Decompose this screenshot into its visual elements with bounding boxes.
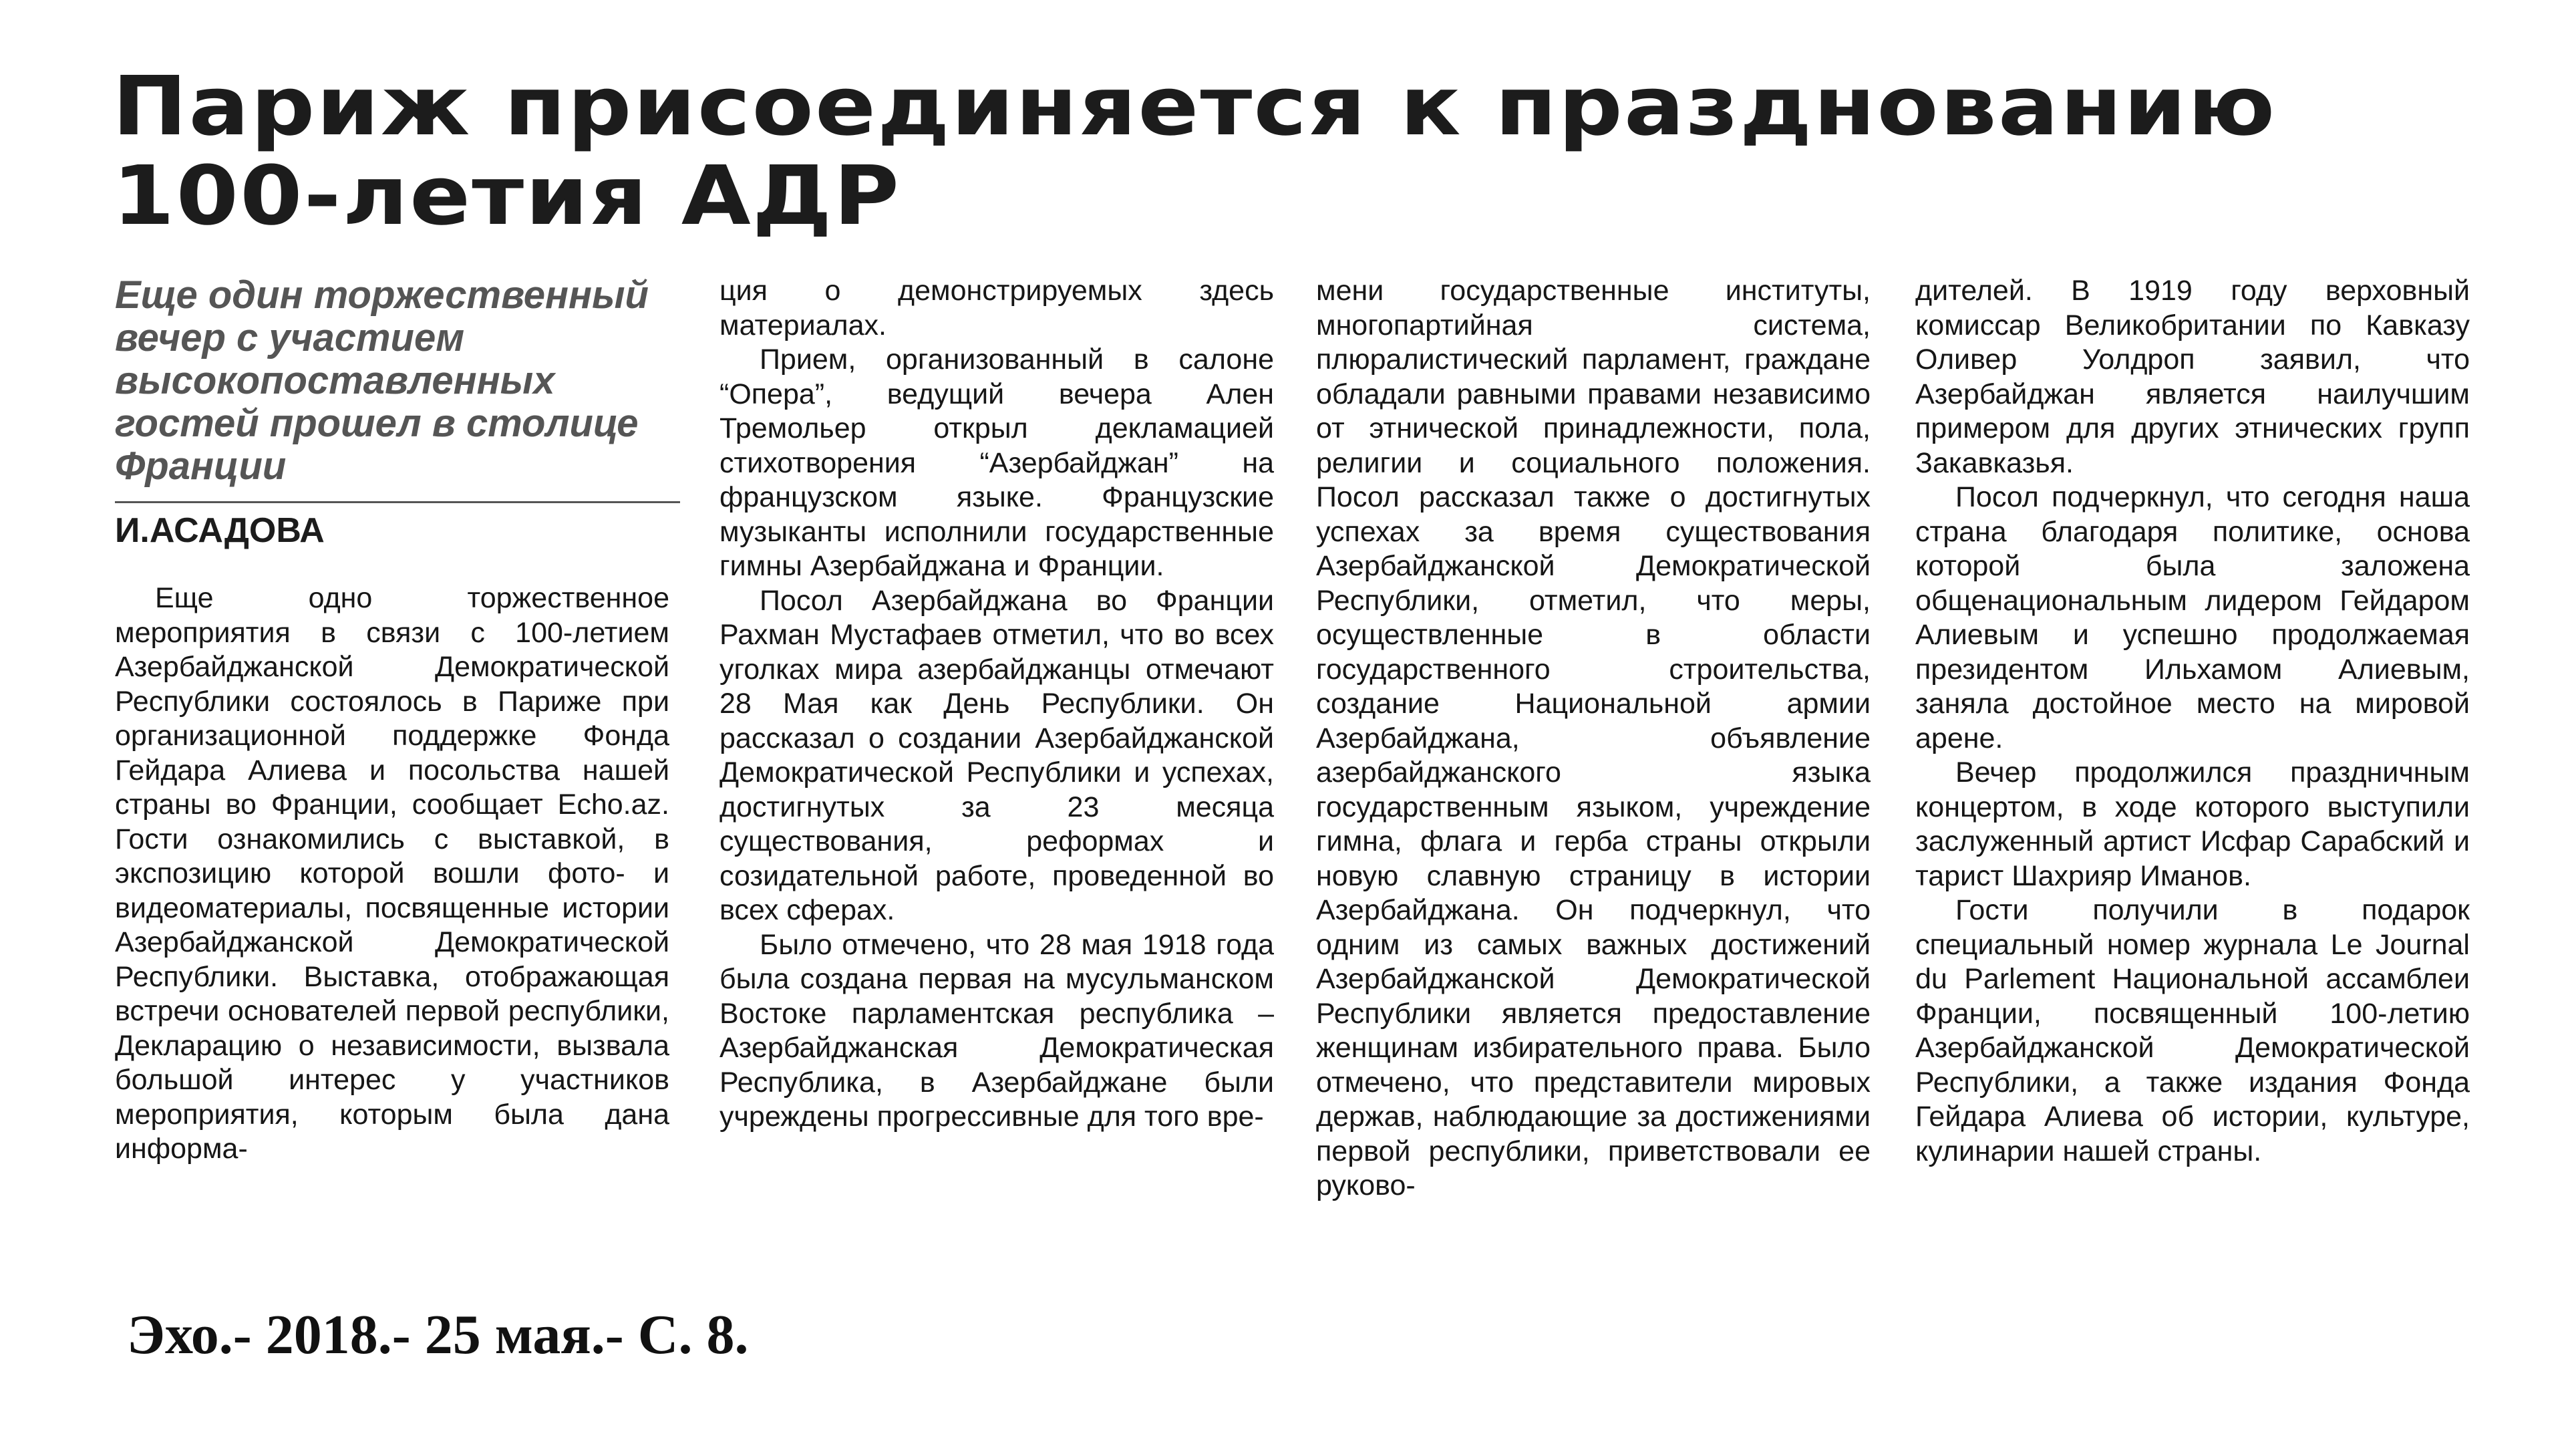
- headline-line-2: 100-летия АДР: [112, 148, 901, 243]
- headline-line-1: Париж присоединяется к празднованию: [112, 59, 2277, 154]
- headline: [112, 61, 2576, 241]
- text-column-3: [1316, 274, 1871, 1203]
- paragraph: мени государственные институты, многопартийная система, плюралистический парламент, граждане обладали равными правами независимо от этнической принадлежности, пола, религии и социального положения. Посол рассказал также о достигнутых успехах за время существования Азербайджанской Демократической Республики, отметил, что меры, осуществленные в области государственного строительства, создание Национальной армии Азербайджана, объявление азербайджанского языка государственным языком, учреждение гимна, флага и герба страны открыли новую славную страницу в истории Азербайджана. Он подчеркнул, что одним из самых важных достижений Азербайджанской Демократической Республики является предоставление женщинам избирательного права. Было отмечено, что представители мировых держав, наблюдающие за достижениями первой республики, приветствовали ее руково-: [1316, 275, 1871, 1201]
- paragraph: Посол Азербайджана во Франции Рахман Мустафаев отметил, что во всех уголках мира азербайджанцы отмечают 28 Мая как День Республики. Он рассказал о создании Азербайджанской Демократической Республики и успехах, достигнутых за 23 месяца существования, реформах и созидательной работе, проведенной во всех сферах.: [719, 584, 1274, 926]
- source-citation: Эхо.- 2018.- 25 мая.- С. 8.: [127, 1304, 749, 1366]
- paragraph: Гости получили в подарок специальный номер журнала Le Journal du Parlement Национальной ассамблеи Франции, посвященный 100-летию Азербайджанской Демократической Республики, а также издания Фонда Гейдара Алиева об истории, культуре, кулинарии нашей страны.: [1915, 894, 2470, 1167]
- text-column-4: [1915, 274, 2470, 1169]
- author-byline: И.АСАДОВА: [115, 511, 325, 550]
- paragraph: Еще одно торжественное мероприятия в связи с 100-летием Азербайджанской Демократической Республики состоялось в Париже при организационной поддержке Фонда Гейдара Алиева и посольства нашей страны во Франции, сообщает Echo.az. Гости ознакомились с выставкой, в экспозицию которой вошли фото- и видеоматериалы, посвященные истории Азербайджанской Демократической Республики. Выставка, отображающая встречи основателей первой республики, Декларацию о независимости, вызвала большой интерес у участников мероприятия, которым была дана информа-: [115, 582, 669, 1165]
- text-column-2: [719, 274, 1274, 1135]
- paragraph: Вечер продолжился праздничным концертом, в ходе которого выступили заслуженный артист Исфар Сарабский и тарист Шахрияр Иманов.: [1915, 756, 2470, 892]
- paragraph: Было отмечено, что 28 мая 1918 года была создана первая на мусульманском Востоке парламентская республика – Азербайджанская Демократическая Республика, в Азербайджане были учреждены прогрессивные для того вре-: [719, 928, 1274, 1133]
- paragraph: ция о демонстрируемых здесь материалах.: [719, 275, 1274, 341]
- byline-divider: [115, 501, 680, 503]
- text-column-1: [115, 581, 669, 1167]
- paragraph: дителей. В 1919 году верховный комиссар Великобритании по Кавказу Оливер Уолдроп заявил, что Азербайджан является наилучшим примером для других этнических групп Закавказья.: [1915, 275, 2470, 479]
- lead-paragraph: Еще один торжественный вечер с участием высокопоставленных гостей прошел в столице Франции: [115, 273, 649, 488]
- paragraph: Прием, организованный в салоне “Опера”, ведущий вечера Ален Тремольер открыл декламацией стихотворения “Азербайджан” на французском языке. Французские музыканты исполнили государственные гимны Азербайджана и Франции.: [719, 343, 1274, 582]
- paragraph: Посол подчеркнул, что сегодня наша страна благодаря политике, основа которой была заложена общенациональным лидером Гейдаром Алиевым и успешно продолжаемая президентом Ильхамом Алиевым, заняла достойное место на мировой арене.: [1915, 481, 2470, 754]
